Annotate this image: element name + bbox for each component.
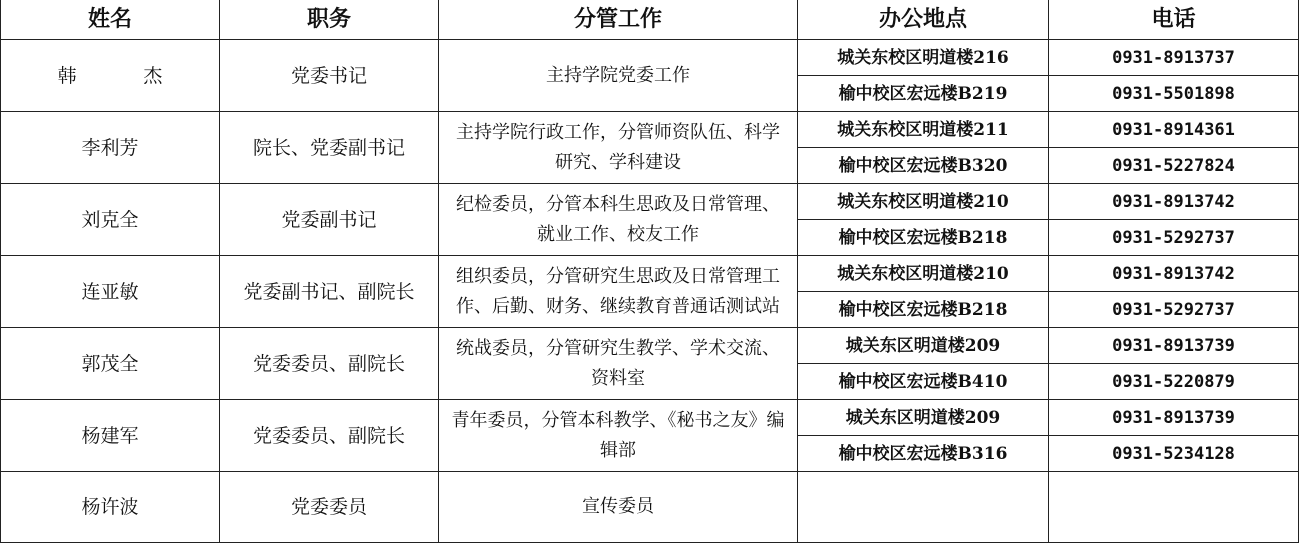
staff-name: 杨许波 [1, 472, 220, 543]
office-location: 榆中校区宏远楼B219 [798, 76, 1049, 112]
phone-number: 0931-5292737 [1049, 292, 1299, 328]
table-row [1, 256, 1299, 292]
header-name: 姓名 [1, 0, 220, 40]
staff-title: 党委副书记 [220, 184, 439, 256]
office-location: 榆中校区宏远楼B218 [798, 292, 1049, 328]
phone-number: 0931-5292737 [1049, 220, 1299, 256]
phone-number-empty [1049, 472, 1299, 543]
table-row [1, 400, 1299, 436]
staff-title: 党委委员、副院长 [220, 400, 439, 472]
staff-name: 韩 杰 [1, 40, 220, 112]
staff-duty: 主持学院行政工作，分管师资队伍、科学研究、学科建设 [439, 112, 798, 184]
phone-number: 0931-8913739 [1049, 328, 1299, 364]
header-phone: 电话 [1049, 0, 1299, 40]
phone-number: 0931-5227824 [1049, 148, 1299, 184]
staff-title: 党委副书记、副院长 [220, 256, 439, 328]
staff-title: 党委书记 [220, 40, 439, 112]
staff-duty: 纪检委员，分管本科生思政及日常管理、就业工作、校友工作 [439, 184, 798, 256]
phone-number: 0931-8913737 [1049, 40, 1299, 76]
phone-number: 0931-5220879 [1049, 364, 1299, 400]
office-location: 城关东校区明道楼210 [798, 184, 1049, 220]
phone-number: 0931-8913742 [1049, 256, 1299, 292]
staff-name: 连亚敏 [1, 256, 220, 328]
staff-title: 党委委员 [220, 472, 439, 543]
office-location: 城关东区明道楼209 [798, 400, 1049, 436]
staff-name: 刘克全 [1, 184, 220, 256]
staff-name: 杨建军 [1, 400, 220, 472]
staff-duty: 组织委员，分管研究生思政及日常管理工作、后勤、财务、继续教育普通话测试站 [439, 256, 798, 328]
table-row [1, 40, 1299, 76]
office-location: 榆中校区宏远楼B320 [798, 148, 1049, 184]
office-location: 榆中校区宏远楼B316 [798, 436, 1049, 472]
header-office: 办公地点 [798, 0, 1049, 40]
office-location: 城关东校区明道楼211 [798, 112, 1049, 148]
table-row [1, 112, 1299, 148]
table-row [1, 328, 1299, 364]
staff-duty: 主持学院党委工作 [439, 40, 798, 112]
office-location-empty [798, 472, 1049, 543]
staff-duty: 青年委员，分管本科教学、《秘书之友》编辑部 [439, 400, 798, 472]
staff-title: 党委委员、副院长 [220, 328, 439, 400]
office-location: 城关东校区明道楼210 [798, 256, 1049, 292]
header-duty: 分管工作 [439, 0, 798, 40]
phone-number: 0931-8913742 [1049, 184, 1299, 220]
table-row [1, 184, 1299, 220]
phone-number: 0931-5234128 [1049, 436, 1299, 472]
staff-duty: 统战委员，分管研究生教学、学术交流、资料室 [439, 328, 798, 400]
header-row [1, 0, 1299, 40]
header-title: 职务 [220, 0, 439, 40]
office-location: 榆中校区宏远楼B218 [798, 220, 1049, 256]
staff-name: 李利芳 [1, 112, 220, 184]
phone-number: 0931-8913739 [1049, 400, 1299, 436]
office-location: 城关东区明道楼209 [798, 328, 1049, 364]
phone-number: 0931-8914361 [1049, 112, 1299, 148]
office-location: 城关东校区明道楼216 [798, 40, 1049, 76]
phone-number: 0931-5501898 [1049, 76, 1299, 112]
table-row [1, 472, 1299, 543]
staff-title: 院长、党委副书记 [220, 112, 439, 184]
staff-duty: 宣传委员 [439, 472, 798, 543]
staff-name: 郭茂全 [1, 328, 220, 400]
office-location: 榆中校区宏远楼B410 [798, 364, 1049, 400]
